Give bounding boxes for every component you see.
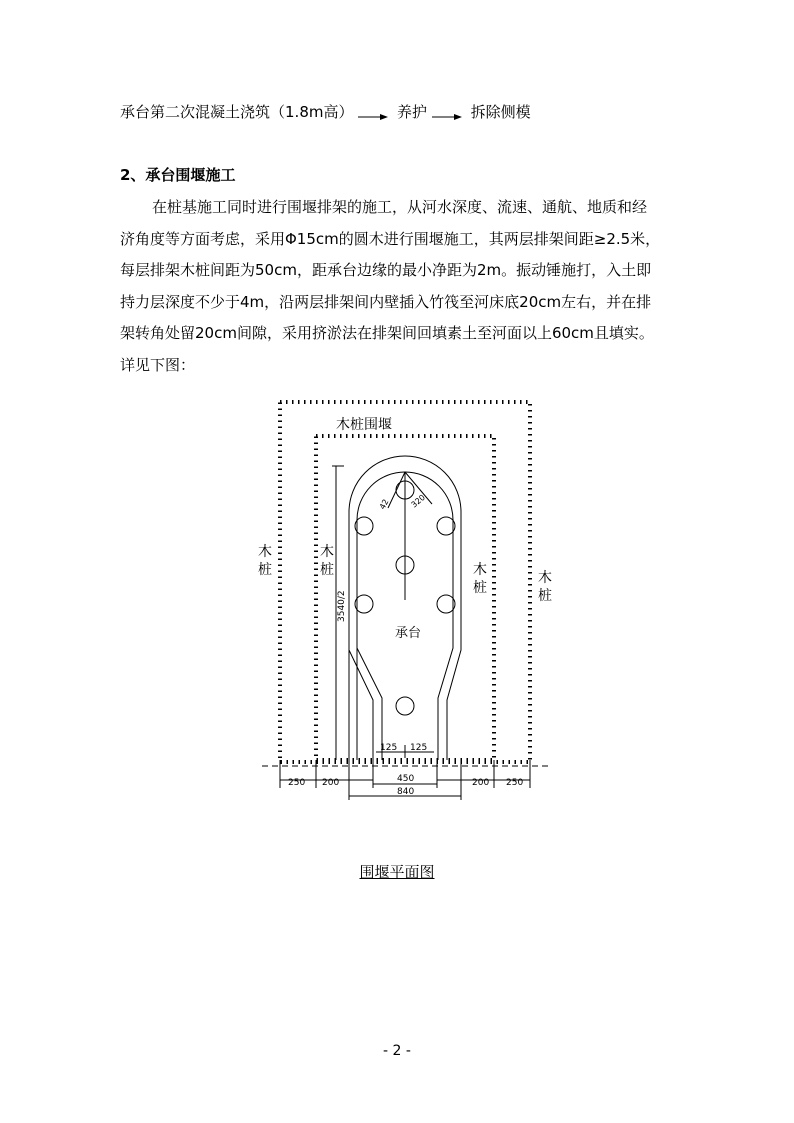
flow-step-pour: 承台第二次混凝土浇筑（1.8m高） — [120, 103, 354, 121]
center-label: 承台 — [395, 626, 422, 641]
inner-right-label: 木桩 — [473, 562, 487, 596]
dim-840: 840 — [397, 787, 415, 797]
top-label: 木桩围堰 — [336, 417, 392, 433]
dim-height: 3540/2 — [337, 590, 347, 622]
dim-450: 450 — [397, 774, 415, 784]
body-line: 济角度等方面考虑，采用Φ15cm的圆木进行围堰施工，其两层排架间距≥2.5米， — [120, 229, 661, 248]
body-line: 架转角处留20cm间隙，采用挤淤法在排架间回填素土至河面以上60cm且填实。 — [120, 324, 654, 342]
dim-200-right: 200 — [472, 778, 490, 788]
dim-200-left: 200 — [322, 778, 340, 788]
body-line: 持力层深度不少于4m，沿两层排架间内壁插入竹筏至河床底20cm左右，并在排 — [120, 292, 652, 311]
pile-circle — [396, 697, 414, 715]
body-line: 详见下图： — [120, 355, 196, 374]
dim-250-left: 250 — [288, 778, 306, 788]
figure-caption: 围堰平面图 — [359, 863, 435, 881]
pile-circle — [437, 595, 455, 613]
inner-left-label: 木桩 — [320, 544, 334, 578]
dim-half-left: 125 — [380, 743, 398, 753]
dim-half-right: 125 — [410, 743, 428, 753]
pile-circle — [355, 517, 373, 535]
outer-left-label: 木桩 — [258, 544, 272, 578]
flow-step-cure: 养护 — [397, 103, 428, 121]
dim-250-right: 250 — [506, 778, 524, 788]
dim-radius-a: 42 — [377, 497, 391, 511]
section-heading: 2、承台围堰施工 — [120, 166, 236, 184]
flow-step-remove-formwork: 拆除侧模 — [470, 103, 531, 121]
pile-circle — [437, 517, 455, 535]
outer-right-label: 木桩 — [538, 570, 552, 604]
body-line: 在桩基施工同时进行围堰排架的施工，从河水深度、流速、通航、地质和经 — [152, 198, 648, 216]
page-number: - 2 - — [383, 1043, 411, 1059]
body-line: 每层排架木桩间距为50cm，距承台边缘的最小净距为2m。振动锤施打，入土即 — [120, 261, 652, 279]
pile-circle — [355, 595, 373, 613]
dim-radius-b: 320 — [409, 492, 427, 510]
